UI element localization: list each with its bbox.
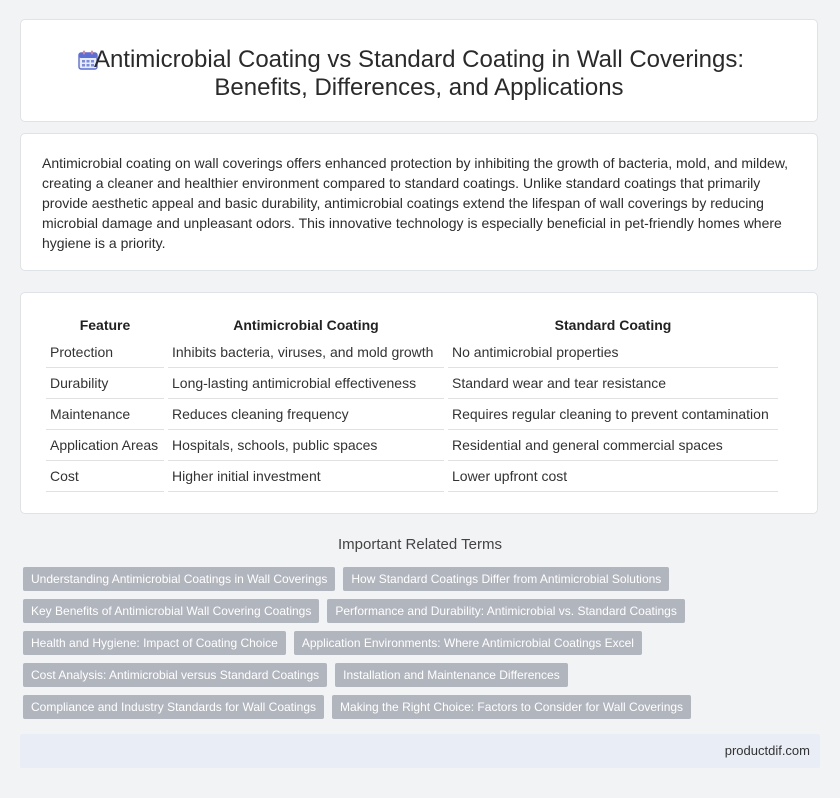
table-cell: Protection <box>46 337 164 368</box>
table-row <box>46 461 778 492</box>
table-cell: Durability <box>46 368 164 399</box>
intro-card <box>20 133 818 271</box>
related-term-link[interactable]: Key Benefits of Antimicrobial Wall Covering Coatings <box>23 599 319 623</box>
related-term-link[interactable]: Understanding Antimicrobial Coatings in Wall Coverings <box>23 567 335 591</box>
table-cell: Inhibits bacteria, viruses, and mold growth <box>168 337 444 368</box>
table-row <box>46 337 778 368</box>
table-cell: Requires regular cleaning to prevent contamination <box>448 399 778 430</box>
related-term-link[interactable]: Compliance and Industry Standards for Wall Coatings <box>23 695 324 719</box>
table-cell: Reduces cleaning frequency <box>168 399 444 430</box>
table-row <box>46 430 778 461</box>
table-cell: Residential and general commercial spaces <box>448 430 778 461</box>
related-term-link[interactable]: Making the Right Choice: Factors to Consider for Wall Coverings <box>332 695 691 719</box>
column-header-standard: Standard Coating <box>554 316 672 333</box>
related-term-link[interactable]: How Standard Coatings Differ from Antimicrobial Solutions <box>343 567 669 591</box>
table-cell: Lower upfront cost <box>448 461 778 492</box>
tag-row <box>23 567 823 591</box>
table-cell: Higher initial investment <box>168 461 444 492</box>
footer-site-link[interactable]: productdif.com <box>724 743 810 758</box>
tag-row <box>23 631 823 655</box>
table-cell: Cost <box>46 461 164 492</box>
page-title-line1: Antimicrobial Coating vs Standard Coating in Wall Coverings: <box>93 46 745 73</box>
page-title <box>21 46 817 102</box>
tag-row <box>23 663 823 687</box>
related-term-link[interactable]: Installation and Maintenance Differences <box>335 663 568 687</box>
table-cell: No antimicrobial properties <box>448 337 778 368</box>
comparison-table <box>42 316 782 492</box>
tag-row <box>23 599 823 623</box>
table-row <box>46 368 778 399</box>
related-term-link[interactable]: Performance and Durability: Antimicrobial vs. Standard Coatings <box>327 599 685 623</box>
intro-paragraph: Antimicrobial coating on wall coverings offers enhanced protection by inhibiting the growth of bacteria, mold, and mildew, creating a cleaner and healthier environment compared to standard coatings. Unlike standard coatings that primarily provide aesthetic appeal and basic durability, antimicrobial coatings extend the lifespan of wall coverings by reducing microbial damage and unpleasant odors. This innovative technology is especially beneficial in pet-friendly homes where hygiene is a priority. <box>42 155 789 251</box>
page-title-line2: Benefits, Differences, and Applications <box>214 74 624 101</box>
column-header-feature: Feature <box>79 316 131 333</box>
header-card <box>20 19 818 122</box>
related-term-link[interactable]: Health and Hygiene: Impact of Coating Choice <box>23 631 286 655</box>
table-header-row <box>46 316 778 337</box>
table-cell: Maintenance <box>46 399 164 430</box>
related-term-link[interactable]: Cost Analysis: Antimicrobial versus Standard Coatings <box>23 663 327 687</box>
related-terms-list <box>23 567 823 727</box>
footer <box>20 734 820 768</box>
tag-row <box>23 695 823 719</box>
column-header-antimicrobial: Antimicrobial Coating <box>233 316 379 333</box>
table-cell: Standard wear and tear resistance <box>448 368 778 399</box>
related-terms-heading: Important Related Terms <box>338 536 502 553</box>
related-term-link[interactable]: Application Environments: Where Antimicrobial Coatings Excel <box>294 631 642 655</box>
table-cell: Hospitals, schools, public spaces <box>168 430 444 461</box>
table-cell: Long-lasting antimicrobial effectiveness <box>168 368 444 399</box>
table-cell: Application Areas <box>46 430 164 461</box>
table-row <box>46 399 778 430</box>
comparison-card <box>20 292 818 514</box>
